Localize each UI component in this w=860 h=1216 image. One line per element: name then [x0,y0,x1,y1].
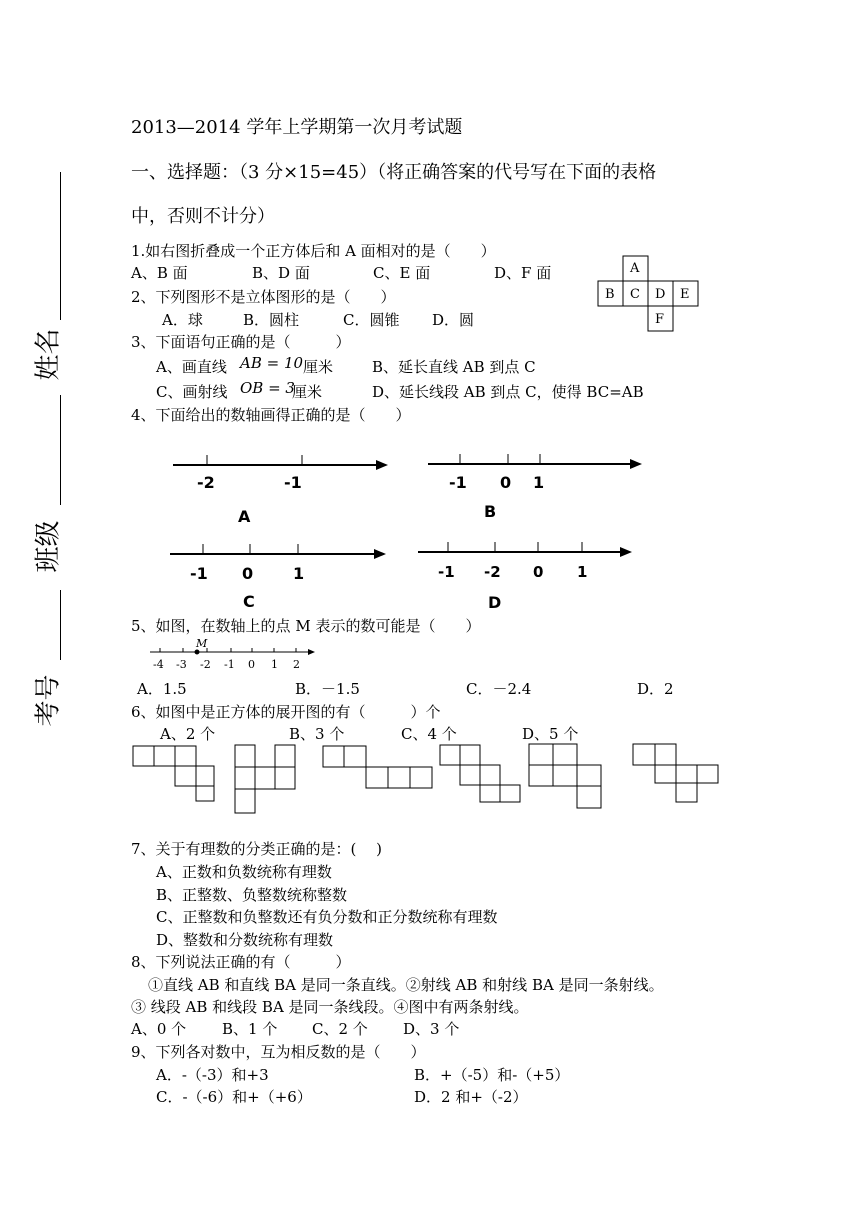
q4-option-letter-a: A [238,507,251,526]
q4-option-letter-d: D [488,593,502,612]
q5-axis-label: -1 [224,658,235,671]
exam-no-label: 考号 [33,674,64,727]
net-label-f: F [655,312,665,327]
q7-option-d: D、整数和分数统称有理数 [156,931,334,949]
q9-option-b: B．+（-5）和-（+5） [414,1066,570,1084]
page-title: 2013—2014 学年上学期第一次月考试题 [131,117,463,138]
q3-math-ab: AB = 10 [240,354,304,372]
q3-option-a: A、画直线 [156,358,227,376]
axis-b-tick-label: 1 [533,473,545,492]
q9-option-a: A．-（-3）和+3 [156,1066,269,1084]
axis-c-tick-label: 0 [242,564,254,583]
axis-a-tick-label: -1 [284,473,302,492]
section-heading: 一、选择题：（3 分×15=45）（将正确答案的代号写在下面的表格 [131,162,657,183]
q1-stem: 1.如右图折叠成一个正方体后和 A 面相对的是（ ） [131,242,496,260]
q9-option-c: C．-（-6）和+（+6） [156,1088,312,1106]
q8-option-d: D、3 个 [403,1020,460,1038]
axis-c-tick-label: 1 [293,564,305,583]
q1-option-d: D、F 面 [494,264,552,282]
q5-axis-label: 0 [248,658,255,671]
section-heading-cont: 中，否则不计分） [131,206,275,227]
q3-option-d: D、延长线段 AB 到点 C，使得 BC=AB [372,383,644,401]
q5-axis-label: -3 [176,658,187,671]
name-label: 姓名 [33,328,64,381]
q5-option-d: D．2 [637,680,674,698]
q4-option-letter-b: B [484,502,497,521]
q5-stem: 5、如图，在数轴上的点 M 表示的数可能是（ ） [131,617,481,635]
axis-b-tick-label: -1 [449,473,467,492]
q6-option-b: B、3 个 [289,725,345,743]
q1-option-a: A、B 面 [131,264,188,282]
q4-stem: 4、下面给出的数轴画得正确的是（ ） [131,406,411,424]
net-label-b: B [605,287,615,302]
q8-statement-line1: ①直线 AB 和直线 BA 是同一条直线。②射线 AB 和射线 BA 是同一条射线。 [148,976,664,994]
q2-option-a: A．球 [162,311,203,329]
q8-option-b: B、1 个 [222,1020,278,1038]
net-label-c: C [630,287,640,302]
axis-c-tick-label: -1 [190,564,208,583]
q6-stem: 6、如图中是正方体的展开图的有（ ）个 [131,703,441,721]
axis-a-tick-label: -2 [197,473,215,492]
q3-unit-a: 厘米 [303,358,334,376]
q2-option-d: D．圆 [432,311,475,329]
q5-option-c: C．－2.4 [466,680,532,698]
q5-option-b: B．－1.5 [295,680,360,698]
net-label-d: D [655,287,666,302]
q3-unit-c: 厘米 [292,383,323,401]
q6-option-c: C、4 个 [401,725,457,743]
q8-option-a: A、0 个 [131,1020,187,1038]
q5-point-label: M [196,637,208,650]
q5-option-a: A．1.5 [137,680,187,698]
q5-axis-label: 2 [293,658,300,671]
q7-stem: 7、关于有理数的分类正确的是：( ) [131,840,383,858]
axis-d-tick-label: -2 [484,563,501,581]
axis-b-tick-label: 0 [500,473,512,492]
exam-no-underline [60,590,61,660]
name-underline [60,172,61,320]
q9-option-d: D．2 和+（-2） [414,1088,528,1106]
q5-axis-label: -2 [200,658,211,671]
axis-d-tick-label: 1 [577,563,588,581]
q1-option-b: B、D 面 [252,264,310,282]
net-label-e: E [680,287,690,302]
q6-option-d: D、5 个 [522,725,579,743]
q9-stem: 9、下列各对数中，互为相反数的是（ ） [131,1043,426,1061]
axis-d-tick-label: -1 [438,563,455,581]
q1-option-c: C、E 面 [373,264,431,282]
axis-d-tick-label: 0 [533,563,544,581]
q4-option-letter-c: C [243,592,255,611]
q2-option-c: C．圆锥 [343,311,400,329]
q7-option-a: A、正数和负数统称有理数 [156,863,332,881]
q8-stem: 8、下列说法正确的有（ ） [131,953,351,971]
q5-axis-label: -4 [153,658,164,671]
q7-option-b: B、正整数、负整数统称整数 [156,886,348,904]
q3-option-c: C、画射线 [156,383,228,401]
q8-statement-line2: ③ 线段 AB 和线段 BA 是同一条线段。④图中有两条射线。 [131,998,529,1016]
q3-stem: 3、下面语句正确的是（ ） [131,333,351,351]
class-label: 班级 [33,520,64,573]
q7-option-c: C、正整数和负整数还有负分数和正分数统称有理数 [156,908,498,926]
q8-option-c: C、2 个 [312,1020,368,1038]
q3-math-ob: OB = 3 [240,379,295,397]
q6-option-a: A、2 个 [160,725,216,743]
q2-stem: 2、下列图形不是立体图形的是（ ） [131,288,396,306]
class-underline [60,395,61,505]
q5-axis-label: 1 [271,658,278,671]
net-label-a: A [630,261,640,276]
q2-option-b: B．圆柱 [243,311,300,329]
q3-option-b: B、延长直线 AB 到点 C [372,358,536,376]
